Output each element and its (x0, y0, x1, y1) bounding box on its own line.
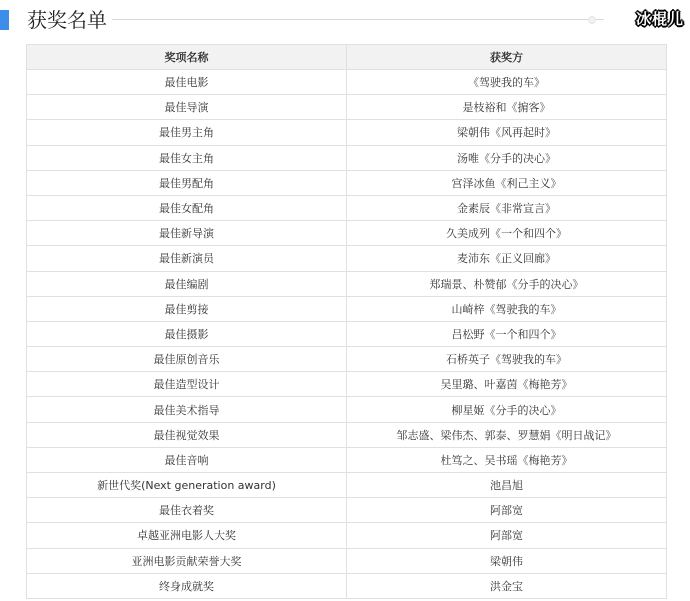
winner-cell: 郑瑞景、朴赞郁《分手的决心》 (347, 271, 667, 296)
table-row (27, 95, 667, 120)
winner-cell: 宫泽冰鱼《利己主义》 (347, 170, 667, 195)
awards-table (26, 44, 667, 599)
header-divider-dot (588, 16, 596, 24)
table-row (27, 271, 667, 296)
column-header-award: 奖项名称 (27, 45, 347, 70)
section-title: 获奖名单 (27, 8, 107, 32)
table-row (27, 120, 667, 145)
table-row (27, 372, 667, 397)
award-name-cell: 最佳剪接 (27, 296, 347, 321)
table-row (27, 498, 667, 523)
header-accent-bar (0, 10, 9, 30)
table-row (27, 195, 667, 220)
award-name-cell: 新世代奖(Next generation award) (27, 473, 347, 498)
award-name-cell: 最佳编剧 (27, 271, 347, 296)
table-row (27, 321, 667, 346)
winner-cell: 杜笃之、吴书瑶《梅艳芳》 (347, 447, 667, 472)
table-header-row (27, 45, 667, 70)
winner-cell: 麦沛东《正义回廊》 (347, 246, 667, 271)
award-name-cell: 最佳导演 (27, 95, 347, 120)
winner-cell: 吴里璐、叶嘉茵《梅艳芳》 (347, 372, 667, 397)
winner-cell: 久美成列《一个和四个》 (347, 221, 667, 246)
winner-cell: 是枝裕和《掮客》 (347, 95, 667, 120)
section-header (0, 0, 690, 40)
table-row (27, 473, 667, 498)
award-name-cell: 最佳新演员 (27, 246, 347, 271)
winner-cell: 石桥英子《驾驶我的车》 (347, 347, 667, 372)
table-row (27, 296, 667, 321)
award-name-cell: 最佳男主角 (27, 120, 347, 145)
table-row (27, 397, 667, 422)
table-row (27, 145, 667, 170)
winner-cell: 池昌旭 (347, 473, 667, 498)
winner-cell: 山崎梓《驾驶我的车》 (347, 296, 667, 321)
winner-cell: 阿部宽 (347, 498, 667, 523)
winner-cell: 梁朝伟《风再起时》 (347, 120, 667, 145)
table-row (27, 523, 667, 548)
table-row (27, 221, 667, 246)
winner-cell: 《驾驶我的车》 (347, 70, 667, 95)
award-name-cell: 最佳造型设计 (27, 372, 347, 397)
winner-cell: 吕松野《一个和四个》 (347, 321, 667, 346)
winner-cell: 柳星姬《分手的决心》 (347, 397, 667, 422)
award-name-cell: 最佳音响 (27, 447, 347, 472)
award-name-cell: 最佳电影 (27, 70, 347, 95)
table-row (27, 422, 667, 447)
award-name-cell: 最佳摄影 (27, 321, 347, 346)
column-header-winner: 获奖方 (347, 45, 667, 70)
award-name-cell: 最佳衣着奖 (27, 498, 347, 523)
winner-cell: 金素辰《非常宣言》 (347, 195, 667, 220)
award-name-cell: 卓越亚洲电影人大奖 (27, 523, 347, 548)
table-row (27, 573, 667, 598)
table-row (27, 548, 667, 573)
table-row (27, 447, 667, 472)
winner-cell: 梁朝伟 (347, 548, 667, 573)
award-name-cell: 最佳女主角 (27, 145, 347, 170)
award-name-cell: 终身成就奖 (27, 573, 347, 598)
watermark-logo: 冰棍儿 (635, 10, 684, 28)
awards-table-container (26, 44, 666, 599)
award-name-cell: 亚洲电影贡献荣誉大奖 (27, 548, 347, 573)
table-row (27, 347, 667, 372)
award-name-cell: 最佳男配角 (27, 170, 347, 195)
award-name-cell: 最佳原创音乐 (27, 347, 347, 372)
award-name-cell: 最佳女配角 (27, 195, 347, 220)
header-divider (112, 19, 604, 20)
award-name-cell: 最佳视觉效果 (27, 422, 347, 447)
table-row (27, 246, 667, 271)
winner-cell: 汤唯《分手的决心》 (347, 145, 667, 170)
table-row (27, 70, 667, 95)
winner-cell: 洪金宝 (347, 573, 667, 598)
award-name-cell: 最佳新导演 (27, 221, 347, 246)
winner-cell: 阿部宽 (347, 523, 667, 548)
table-row (27, 170, 667, 195)
winner-cell: 邹志盛、梁伟杰、郭泰、罗慧娟《明日战记》 (347, 422, 667, 447)
award-name-cell: 最佳美术指导 (27, 397, 347, 422)
